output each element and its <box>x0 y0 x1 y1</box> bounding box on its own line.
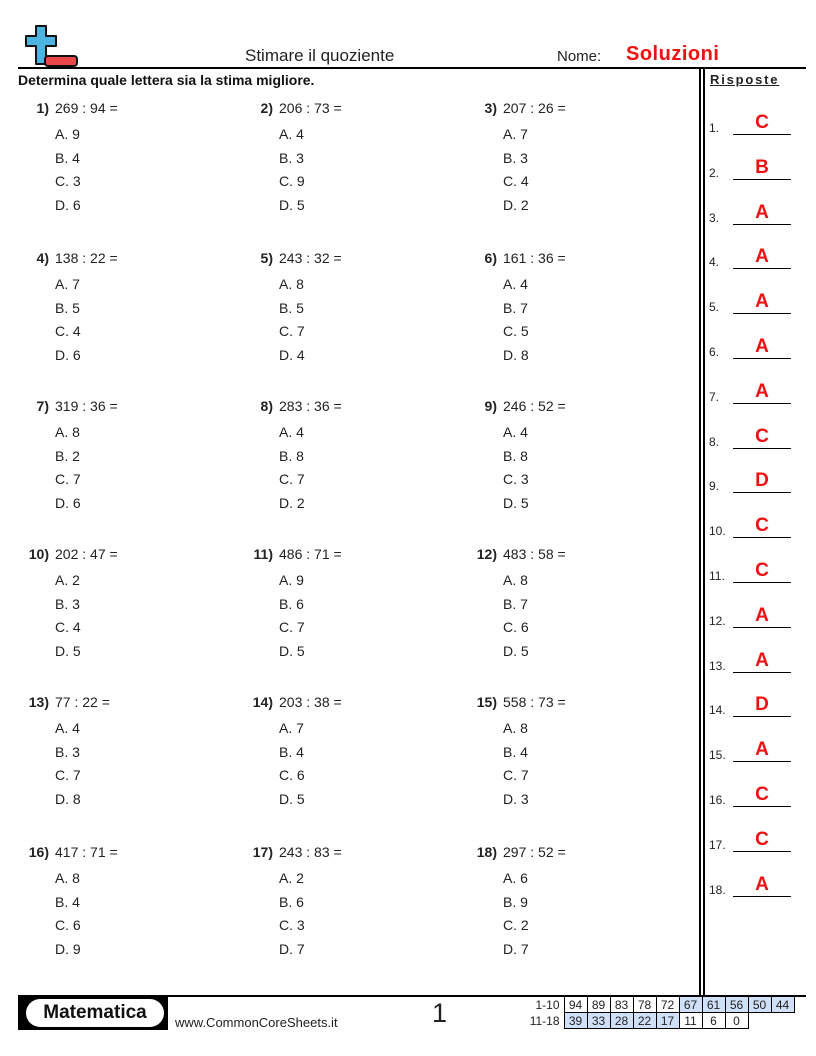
problem-question <box>18 694 218 714</box>
answer-number: 16. <box>709 793 726 807</box>
answer-value: A <box>755 291 769 313</box>
answer-row-18 <box>709 867 799 897</box>
answer-row-9 <box>709 463 799 493</box>
answer-option: B. 3 <box>55 743 80 760</box>
answer-options <box>466 717 666 811</box>
answer-blank-line <box>733 224 791 225</box>
answer-row-4 <box>709 239 799 269</box>
answer-option: C. 7 <box>55 767 81 783</box>
header-divider <box>18 67 806 69</box>
answer-option: C. 4 <box>55 619 81 635</box>
answer-option: D. 8 <box>55 790 81 807</box>
answer-option: D. 4 <box>279 346 305 363</box>
answer-option: C. 5 <box>503 323 529 339</box>
problem-question <box>466 546 666 566</box>
score-cell: 6 <box>702 1013 725 1029</box>
answer-number: 18. <box>709 882 726 897</box>
answer-option: B. 6 <box>279 893 304 910</box>
problem-number: 10) <box>28 546 49 562</box>
answer-value: C <box>755 828 769 850</box>
answer-column-divider-inner <box>703 69 705 996</box>
answer-option: D. 2 <box>279 494 305 511</box>
answer-options <box>466 421 666 515</box>
problem-4 <box>18 250 218 367</box>
answer-options <box>242 717 442 811</box>
answer-option: D. 6 <box>55 196 81 213</box>
answer-options <box>242 867 442 961</box>
answer-options <box>242 421 442 515</box>
answer-row-11 <box>709 553 799 583</box>
answer-option: C. 4 <box>503 173 529 189</box>
answer-option: A. 9 <box>279 572 304 588</box>
problem-number: 3) <box>484 100 497 116</box>
answer-option: D. 5 <box>279 642 305 659</box>
problem-expression: 269 : 94 = <box>55 100 118 116</box>
answer-option: B. 2 <box>55 447 80 464</box>
answer-options <box>18 123 218 217</box>
answer-blank-line <box>733 492 791 493</box>
answer-options <box>18 867 218 961</box>
answer-option: A. 4 <box>279 424 304 440</box>
score-cell: 22 <box>633 1013 656 1029</box>
answer-options <box>466 867 666 961</box>
answer-option: A. 8 <box>55 424 80 440</box>
answer-blank-line <box>733 179 791 180</box>
answer-blank-line <box>733 268 791 269</box>
answer-blank-line <box>733 761 791 762</box>
answer-option: B. 4 <box>55 893 80 910</box>
answer-option: D. 7 <box>503 940 529 957</box>
answer-option: D. 2 <box>503 196 529 213</box>
answer-number: 15. <box>709 748 726 763</box>
answer-blank-line <box>733 134 791 135</box>
answer-option: D. 3 <box>503 790 529 807</box>
problem-16 <box>18 844 218 961</box>
answer-blank-line <box>733 448 791 449</box>
score-table <box>520 996 795 1029</box>
answer-option: A. 4 <box>279 126 304 142</box>
score-cell: 67 <box>679 997 702 1013</box>
problem-question <box>242 100 442 120</box>
problem-expression: 77 : 22 = <box>55 694 110 710</box>
problem-17 <box>242 844 442 961</box>
answer-row-2 <box>709 150 799 180</box>
answer-option: C. 4 <box>55 323 81 339</box>
answer-option: C. 3 <box>55 173 81 189</box>
problem-question <box>242 694 442 714</box>
answer-row-5 <box>709 284 799 314</box>
problem-question <box>242 546 442 566</box>
answer-option: D. 5 <box>503 494 529 511</box>
answer-option: C. 3 <box>503 471 529 487</box>
problem-number: 6) <box>484 250 497 266</box>
problem-number: 11) <box>253 546 273 562</box>
answer-number: 14. <box>709 703 726 718</box>
problem-number: 2) <box>260 100 273 116</box>
score-cell: 33 <box>587 1013 610 1029</box>
answer-value: A <box>755 380 769 402</box>
score-cell: 44 <box>771 997 794 1013</box>
answer-options <box>18 273 218 367</box>
score-cell: 11 <box>679 1013 702 1029</box>
problem-expression: 203 : 38 = <box>279 694 342 710</box>
answer-option: B. 5 <box>55 299 80 316</box>
problem-expression: 207 : 26 = <box>503 100 566 116</box>
answer-option: C. 6 <box>55 917 81 933</box>
problem-expression: 486 : 71 = <box>279 546 342 562</box>
answer-value: A <box>755 201 769 223</box>
problem-expression: 483 : 58 = <box>503 546 566 562</box>
answer-option: A. 7 <box>279 720 304 736</box>
answer-number: 7. <box>709 389 720 404</box>
answer-number: 13. <box>709 658 726 673</box>
problem-expression: 243 : 83 = <box>279 844 342 860</box>
answer-option: B. 6 <box>279 595 304 612</box>
answer-option: D. 5 <box>55 642 81 659</box>
answer-value: C <box>755 560 769 581</box>
answers-heading: Risposte <box>710 72 780 87</box>
answer-number: 6. <box>709 345 720 359</box>
problem-question <box>242 844 442 864</box>
problem-expression: 138 : 22 = <box>55 250 118 266</box>
problem-question <box>18 100 218 120</box>
instructions: Determina quale lettera sia la stima migliore. <box>18 72 315 88</box>
answer-options <box>466 273 666 367</box>
answer-option: B. 4 <box>279 743 304 760</box>
answer-blank-line <box>733 403 791 404</box>
problem-number: 18) <box>476 844 497 860</box>
problem-number: 1) <box>36 100 49 116</box>
answer-options <box>466 569 666 663</box>
answer-option: B. 8 <box>503 447 528 464</box>
problem-expression: 206 : 73 = <box>279 100 342 116</box>
answer-option: A. 2 <box>279 870 304 886</box>
score-cell: 17 <box>656 1013 679 1029</box>
problem-expression: 161 : 36 = <box>503 250 566 266</box>
problem-10 <box>18 546 218 663</box>
problem-3 <box>466 100 666 217</box>
answer-option: A. 9 <box>55 126 80 142</box>
score-row-label: 1-10 <box>535 997 560 1012</box>
score-cell: 61 <box>702 997 725 1013</box>
answer-option: D. 5 <box>279 196 305 213</box>
problem-11 <box>242 546 442 663</box>
problem-15 <box>466 694 666 811</box>
answer-value: C <box>755 784 769 805</box>
problem-number: 17) <box>252 844 273 860</box>
answer-option: A. 2 <box>55 572 80 588</box>
answer-row-1 <box>709 105 799 135</box>
answer-option: C. 7 <box>503 767 529 783</box>
answer-option: D. 5 <box>279 790 305 807</box>
answer-option: D. 7 <box>279 940 305 957</box>
problem-number: 16) <box>28 844 49 860</box>
score-cell: 72 <box>656 997 679 1013</box>
problem-expression: 558 : 73 = <box>503 694 566 710</box>
answer-options <box>18 717 218 811</box>
page-number: 1 <box>432 998 448 1028</box>
answer-number: 1. <box>709 121 720 135</box>
answer-option: D. 9 <box>55 940 81 957</box>
answer-blank-line <box>733 582 791 583</box>
answer-options <box>242 123 442 217</box>
problem-6 <box>466 250 666 367</box>
score-cell: 94 <box>564 997 587 1013</box>
answer-option: A. 7 <box>503 126 528 142</box>
problem-expression: 243 : 32 = <box>279 250 342 266</box>
answer-column-divider <box>699 69 701 996</box>
answer-option: B. 9 <box>503 893 528 910</box>
answer-option: B. 4 <box>55 149 80 166</box>
answer-number: 12. <box>709 613 726 628</box>
answer-value: C <box>755 112 769 133</box>
answer-option: C. 9 <box>279 173 305 189</box>
problem-question <box>466 844 666 864</box>
score-cell: 83 <box>610 997 633 1013</box>
problem-question <box>18 250 218 270</box>
answer-option: B. 8 <box>279 447 304 464</box>
answer-option: A. 7 <box>55 276 80 292</box>
answer-option: A. 4 <box>503 424 528 440</box>
problem-9 <box>466 398 666 515</box>
answer-row-6 <box>709 329 799 359</box>
answer-blank-line <box>733 627 791 628</box>
answer-option: C. 7 <box>279 471 305 487</box>
problem-expression: 319 : 36 = <box>55 398 118 414</box>
answer-value: A <box>755 649 769 671</box>
problem-question <box>18 844 218 864</box>
answer-value: B <box>755 156 769 178</box>
answer-option: A. 6 <box>503 870 528 886</box>
problem-7 <box>18 398 218 515</box>
answer-row-12 <box>709 598 799 628</box>
answer-option: B. 3 <box>55 595 80 612</box>
answer-option: A. 8 <box>503 720 528 736</box>
problem-number: 7) <box>36 398 49 414</box>
problem-expression: 202 : 47 = <box>55 546 118 562</box>
answer-value: A <box>755 873 769 895</box>
answer-number: 17. <box>709 837 726 852</box>
answer-option: A. 8 <box>503 572 528 588</box>
answer-option: D. 6 <box>55 494 81 511</box>
answer-option: C. 2 <box>503 917 529 933</box>
answer-blank-line <box>733 358 791 359</box>
answer-option: B. 3 <box>279 149 304 166</box>
problem-18 <box>466 844 666 961</box>
problem-12 <box>466 546 666 663</box>
problem-5 <box>242 250 442 367</box>
problem-question <box>466 694 666 714</box>
answer-option: C. 7 <box>55 471 81 487</box>
answer-value: A <box>755 739 769 761</box>
website-link[interactable]: www.CommonCoreSheets.it <box>175 1015 338 1030</box>
plus-minus-logo-icon <box>22 24 80 68</box>
answer-blank-line <box>733 537 791 538</box>
answer-blank-line <box>733 806 791 807</box>
answer-option: B. 4 <box>503 743 528 760</box>
answer-option: B. 5 <box>279 299 304 316</box>
answer-row-16 <box>709 777 799 807</box>
problem-expression: 246 : 52 = <box>503 398 566 414</box>
answer-row-7 <box>709 374 799 404</box>
answer-options <box>18 569 218 663</box>
answer-option: C. 7 <box>279 323 305 339</box>
answer-option: D. 6 <box>55 346 81 363</box>
problem-14 <box>242 694 442 811</box>
answer-option: B. 3 <box>503 149 528 166</box>
answer-option: C. 7 <box>279 619 305 635</box>
score-cell: 0 <box>725 1013 748 1029</box>
answer-number: 2. <box>709 165 720 180</box>
subject-badge: Matematica <box>26 999 164 1027</box>
problem-expression: 297 : 52 = <box>503 844 566 860</box>
problem-question <box>466 398 666 418</box>
score-cell: 78 <box>633 997 656 1013</box>
score-row <box>520 1013 794 1029</box>
answer-blank-line <box>733 896 791 897</box>
answer-option: B. 7 <box>503 299 528 316</box>
answer-value: A <box>755 604 769 626</box>
answer-number: 10. <box>709 524 726 539</box>
score-cell: 39 <box>564 1013 587 1029</box>
problem-question <box>242 250 442 270</box>
problem-number: 12) <box>476 546 497 562</box>
answer-options <box>466 123 666 217</box>
answer-number: 11. <box>709 569 725 583</box>
answer-option: C. 3 <box>279 917 305 933</box>
answer-row-14 <box>709 687 799 717</box>
answer-value: C <box>755 425 769 447</box>
answer-number: 5. <box>709 300 720 315</box>
answer-value: D <box>755 470 769 492</box>
answer-option: D. 5 <box>503 642 529 659</box>
answer-options <box>242 569 442 663</box>
answer-row-3 <box>709 195 799 225</box>
score-cell: 50 <box>748 997 771 1013</box>
name-value: Soluzioni <box>626 43 720 65</box>
name-label: Nome: <box>557 48 602 65</box>
answer-number: 8. <box>709 434 720 449</box>
problem-13 <box>18 694 218 811</box>
answer-option: D. 8 <box>503 346 529 363</box>
answer-number: 3. <box>709 210 720 225</box>
answer-option: A. 8 <box>279 276 304 292</box>
problem-expression: 417 : 71 = <box>55 844 118 860</box>
problem-number: 4) <box>36 250 49 266</box>
problem-number: 8) <box>260 398 273 414</box>
answer-value: C <box>755 515 769 537</box>
answer-value: A <box>755 246 769 268</box>
answer-row-15 <box>709 732 799 762</box>
answer-blank-line <box>733 716 791 717</box>
answer-blank-line <box>733 672 791 673</box>
answer-option: A. 8 <box>55 870 80 886</box>
problem-expression: 283 : 36 = <box>279 398 342 414</box>
problem-number: 14) <box>252 694 273 710</box>
problem-1 <box>18 100 218 217</box>
answer-number: 9. <box>709 479 720 494</box>
answer-option: A. 4 <box>55 720 80 736</box>
problem-2 <box>242 100 442 217</box>
score-cell: 28 <box>610 1013 633 1029</box>
answer-value: A <box>755 336 769 357</box>
answer-number: 4. <box>709 255 720 270</box>
answer-row-17 <box>709 822 799 852</box>
problem-question <box>18 546 218 566</box>
answer-options <box>18 421 218 515</box>
answer-row-8 <box>709 419 799 449</box>
problem-number: 13) <box>28 694 49 710</box>
score-cell: 56 <box>725 997 748 1013</box>
worksheet-title: Stimare il quoziente <box>245 46 395 65</box>
problem-number: 15) <box>476 694 497 710</box>
answer-option: B. 7 <box>503 595 528 612</box>
answer-row-10 <box>709 508 799 538</box>
answer-blank-line <box>733 313 791 314</box>
problem-question <box>242 398 442 418</box>
answer-value: D <box>755 694 769 716</box>
answer-option: C. 6 <box>503 619 529 635</box>
answer-row-13 <box>709 643 799 673</box>
score-cell: 89 <box>587 997 610 1013</box>
problem-8 <box>242 398 442 515</box>
problem-question <box>466 250 666 270</box>
answer-option: A. 4 <box>503 276 528 292</box>
score-row <box>520 997 794 1013</box>
problem-question <box>18 398 218 418</box>
answer-options <box>242 273 442 367</box>
problem-number: 9) <box>484 398 497 414</box>
problem-number: 5) <box>260 250 273 266</box>
score-row-label: 11-18 <box>529 1013 560 1028</box>
problem-question <box>466 100 666 120</box>
answer-option: C. 6 <box>279 767 305 783</box>
answer-blank-line <box>733 851 791 852</box>
